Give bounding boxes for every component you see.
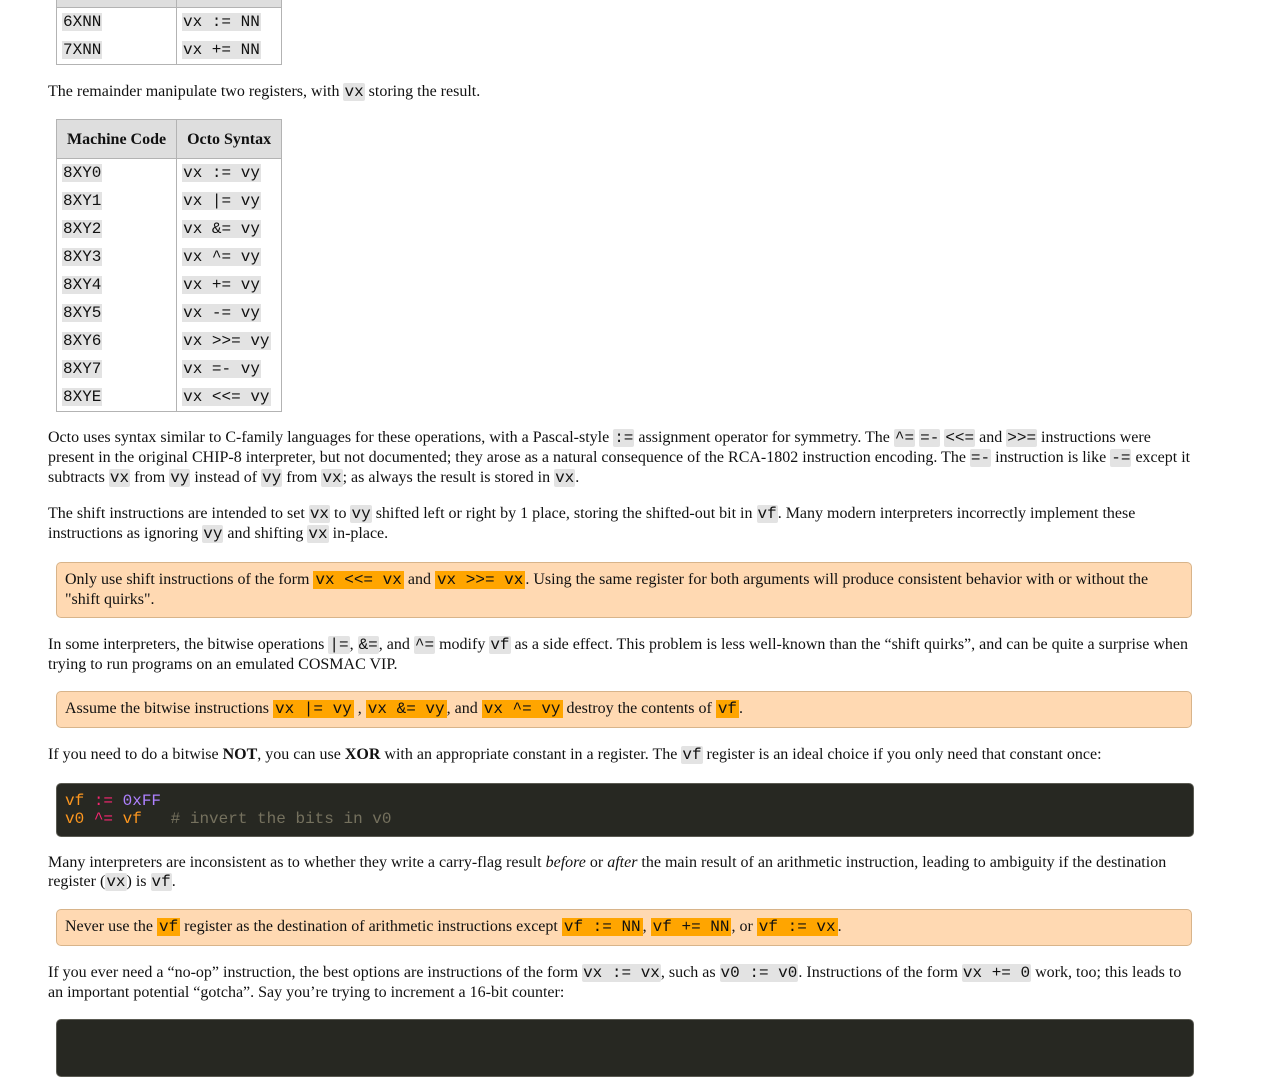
highlighted-code: vf := NN	[563, 918, 641, 936]
paragraph-octo-syntax: Octo uses syntax similar to C-family languages for these operations, with a Pascal-style := assignment operator for symmetry. The ^= =- <<= and >>= instructions were present in the original CHIP-8 interpreter, but not documented; they arose as a natural consequence of the RCA-1802 instruction encoding. The =- instruction is like -= except it subtracts vx from vy instead of vy from vx; as always the result is stored in vx.	[48, 429, 1191, 487]
machine-code: 8XY6	[63, 332, 102, 350]
table-row	[57, 271, 282, 299]
warning-box-shift: Only use shift instructions of the form vx <<= vx and vx >>= vx . Using the same register for both arguments will produce consistent behavior with or without the "shift quirks".	[56, 562, 1192, 618]
table-header-row	[57, 120, 282, 159]
highlighted-code: vx >>= vx	[436, 571, 524, 589]
highlighted-code: vf += NN	[652, 918, 730, 936]
machine-code: 8XY0	[63, 164, 102, 182]
inline-code: vf	[682, 746, 702, 764]
table-header-row	[57, 0, 282, 8]
italic-text: after	[607, 854, 638, 871]
machine-code: 8XY3	[63, 248, 102, 266]
inline-code: vx += 0	[962, 964, 1031, 982]
inline-code: vy	[351, 505, 371, 523]
bold-text: XOR	[344, 746, 381, 763]
highlighted-code: vx |= vy	[274, 700, 352, 718]
octo-syntax: vx ^= vy	[183, 248, 260, 266]
octo-syntax: vx &= vy	[183, 220, 260, 238]
table-row	[57, 327, 282, 355]
table-row	[57, 383, 282, 412]
code-block-counter	[56, 1019, 1194, 1077]
inline-code: -=	[1111, 449, 1131, 467]
table-row	[57, 187, 282, 215]
table-register-ops	[56, 119, 282, 412]
paragraph-bitwise: In some interpreters, the bitwise operations |=, &=, and ^= modify vf as a side effect. This problem is less well-known than the “shift quirks”, and can be quite a surprise when trying to run programs on an emulated COSMAC VIP.	[48, 636, 1188, 673]
inline-code: =-	[970, 449, 991, 467]
machine-code: 6XNN	[63, 13, 102, 31]
machine-code: 8XYE	[63, 388, 102, 406]
table-row	[57, 215, 282, 243]
warning-box-bitwise: Assume the bitwise instructions vx |= vy , vx &= vy , and vx ^= vy destroy the contents of vf .	[56, 691, 1192, 728]
column-header-octo-syntax: Octo Syntax	[177, 120, 282, 159]
inline-code: ^=	[414, 636, 435, 654]
machine-code: 8XY1	[63, 192, 102, 210]
inline-code: vx	[109, 469, 130, 487]
table-row	[57, 159, 282, 188]
inline-code: vy	[203, 525, 223, 543]
octo-syntax: vx += NN	[183, 41, 260, 59]
octo-syntax: vx |= vy	[183, 192, 260, 210]
inline-code: vx	[344, 83, 364, 101]
inline-code: vf	[757, 505, 777, 523]
table-row	[57, 36, 282, 65]
inline-code: v0 := v0	[720, 964, 798, 982]
machine-code: 8XY5	[63, 304, 102, 322]
highlighted-code: vx ^= vy	[483, 700, 561, 718]
highlighted-code: vf := vx	[758, 918, 836, 936]
code-line: vf := 0xFF	[65, 792, 162, 810]
inline-code: vx := vx	[583, 964, 660, 982]
table-row	[57, 8, 282, 37]
table-row	[57, 299, 282, 327]
octo-syntax: vx := NN	[183, 13, 260, 31]
code-block-invert	[56, 783, 1194, 837]
highlighted-code: vx &= vy	[367, 700, 445, 718]
paragraph-remainder: The remainder manipulate two registers, with vx storing the result.	[48, 83, 481, 101]
inline-code: :=	[614, 429, 634, 447]
inline-code: vy	[170, 469, 190, 487]
highlighted-code: vx <<= vx	[315, 571, 402, 589]
column-header-machine-code: Machine Code	[57, 120, 177, 159]
table-row	[57, 355, 282, 383]
italic-text: before	[545, 854, 586, 871]
inline-code: vx	[106, 873, 126, 891]
document	[48, 0, 1200, 1077]
inline-code: >>=	[1007, 429, 1037, 447]
paragraph-carry: Many interpreters are inconsistent as to whether they write a carry-flag result before or after the main result of an arithmetic instruction, leading to ambiguity if the destination register (vx) is vf.	[48, 854, 1167, 891]
machine-code: 8XY4	[63, 276, 102, 294]
inline-code: vf	[490, 636, 510, 654]
octo-syntax: vx := vy	[183, 164, 260, 182]
inline-code: vx	[308, 525, 328, 543]
inline-code: vy	[262, 469, 282, 487]
octo-syntax: vx <<= vy	[183, 388, 270, 406]
octo-syntax: vx += vy	[183, 276, 260, 294]
warning-box-vf: Never use the vf register as the destination of arithmetic instructions except vf := NN , vf += NN , or vf := vx .	[56, 909, 1192, 946]
octo-syntax: vx -= vy	[183, 304, 260, 322]
inline-code: vx	[555, 469, 575, 487]
machine-code: 7XNN	[63, 41, 102, 59]
paragraph-shift: The shift instructions are intended to set vx to vy shifted left or right by 1 place, storing the shifted-out bit in vf. Many modern interpreters incorrectly implement these instructions as ignoring vy and shifting vx in-place.	[48, 505, 1136, 543]
table-constant-ops	[56, 0, 282, 65]
inline-code: &=	[358, 636, 378, 654]
bold-text: NOT	[222, 746, 258, 763]
machine-code: 8XY7	[63, 360, 102, 378]
octo-syntax: vx =- vy	[183, 360, 260, 378]
inline-code: vf	[151, 873, 171, 891]
table-row	[57, 243, 282, 271]
paragraph-not: If you need to do a bitwise NOT, you can use XOR with an appropriate constant in a register. The vf register is an ideal choice if you only need that constant once:	[48, 746, 1102, 764]
inline-code: |=	[329, 636, 349, 654]
octo-syntax: vx >>= vy	[183, 332, 270, 350]
paragraph-noop: If you ever need a “no-op” instruction, the best options are instructions of the form vx := vx, such as v0 := v0. Instructions of the form vx += 0 work, too; this leads to an important potential “gotcha”. Say you’re trying to increment a 16-bit counter:	[48, 964, 1182, 1001]
highlighted-code: vf	[717, 700, 738, 718]
inline-code: vx	[322, 469, 342, 487]
inline-code: =-	[920, 429, 940, 447]
inline-code: vx	[309, 505, 330, 523]
inline-code: ^=	[894, 429, 915, 447]
machine-code: 8XY2	[63, 220, 102, 238]
code-line: v0 ^= vf # invert the bits in v0	[65, 810, 392, 828]
highlighted-code: vf	[158, 918, 179, 936]
inline-code: <<=	[945, 429, 975, 447]
